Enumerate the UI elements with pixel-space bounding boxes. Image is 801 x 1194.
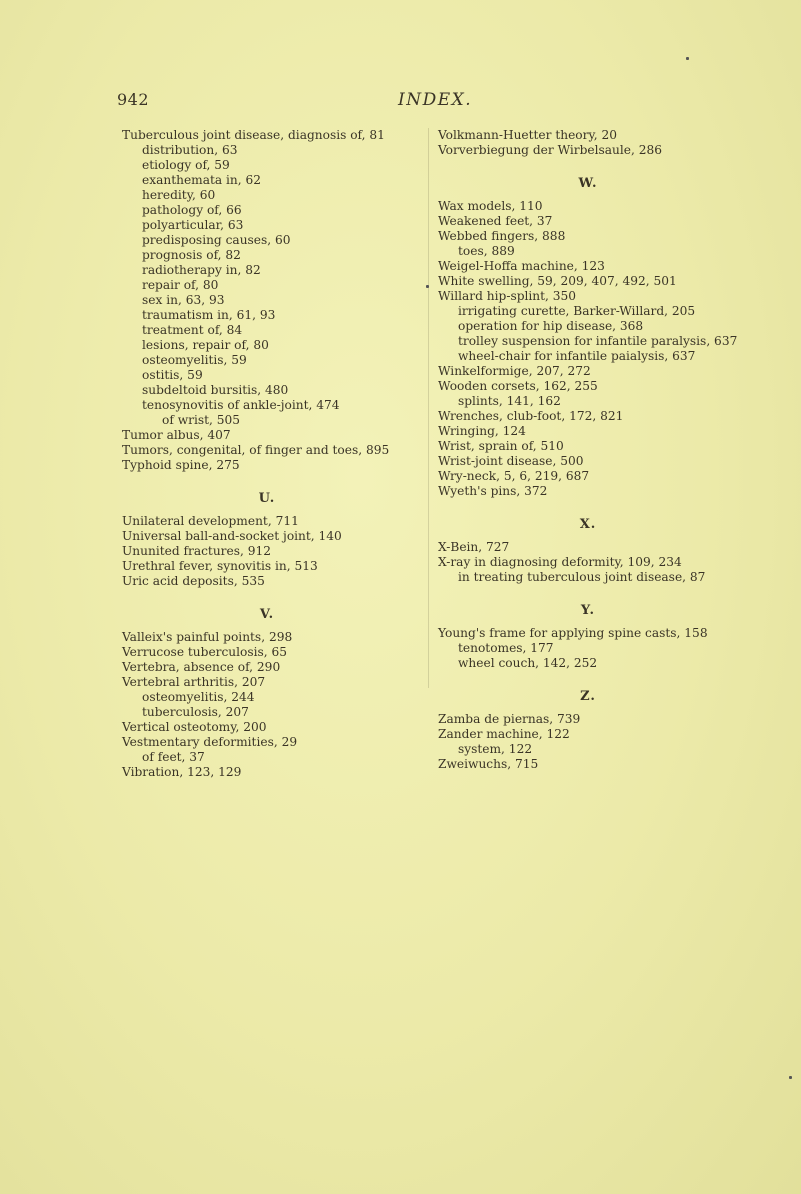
index-entry: Wrenches, club-foot, 172, 821	[438, 409, 624, 423]
index-entry: Universal ball-and-socket joint, 140	[122, 529, 342, 543]
index-entry: Tumor albus, 407	[122, 428, 231, 442]
index-entry: Unilateral development, 711	[122, 514, 299, 528]
section-letter-heading: X.	[579, 517, 597, 532]
index-subentry: tuberculosis, 207	[142, 705, 249, 719]
index-subentry: splints, 141, 162	[458, 394, 561, 408]
section-letter-heading: Z.	[580, 689, 596, 704]
index-entry: Willard hip-splint, 350	[438, 289, 577, 303]
index-subentry: treatment of, 84	[142, 323, 243, 337]
index-entry: Wax models, 110	[438, 199, 543, 213]
index-entry: Wrist, sprain of, 510	[438, 439, 564, 453]
index-entry: Zander machine, 122	[438, 727, 570, 741]
index-subentry: in treating tuberculous joint disease, 87	[458, 570, 706, 584]
index-subentry: osteomyelitis, 59	[142, 353, 247, 367]
index-entry: Wooden corsets, 162, 255	[438, 379, 598, 393]
index-subentry: irrigating curette, Barker-Willard, 205	[458, 304, 696, 318]
index-entry: Winkelformige, 207, 272	[438, 364, 591, 378]
index-entry: X-ray in diagnosing deformity, 109, 234	[438, 555, 682, 569]
index-entry: White swelling, 59, 209, 407, 492, 501	[438, 274, 677, 288]
index-subentry: osteomyelitis, 244	[142, 690, 255, 704]
index-entry: X-Bein, 727	[438, 540, 510, 554]
index-subentry: traumatism in, 61, 93	[142, 308, 276, 322]
index-entry: Uric acid deposits, 535	[122, 574, 265, 588]
index-entry: Vertebra, absence of, 290	[122, 660, 281, 674]
index-subentry: toes, 889	[458, 244, 515, 258]
index-subentry: prognosis of, 82	[142, 248, 241, 262]
index-subentry: etiology of, 59	[142, 158, 230, 172]
index-subentry: distribution, 63	[142, 143, 238, 157]
section-letter-heading: W.	[578, 176, 598, 191]
index-entry: Typhoid spine, 275	[122, 458, 240, 472]
index-subentry: subdeltoid bursitis, 480	[142, 383, 289, 397]
index-entry: Tuberculous joint disease, diagnosis of, 81	[122, 128, 385, 142]
index-subentry: wheel-chair for infantile paialysis, 637	[458, 349, 696, 363]
index-entry: Verrucose tuberculosis, 65	[122, 645, 288, 659]
index-subentry: operation for hip disease, 368	[458, 319, 644, 333]
index-subentry: of wrist, 505	[162, 413, 241, 427]
index-entry: Volkmann-Huetter theory, 20	[438, 128, 617, 142]
section-letter-heading: U.	[258, 491, 276, 506]
index-entry: Weigel-Hoffa machine, 123	[438, 259, 605, 273]
index-subentry: polyarticular, 63	[142, 218, 244, 232]
left-index-column	[122, 128, 412, 780]
index-entry: Young's frame for applying spine casts, 158	[438, 626, 708, 640]
index-subentry: lesions, repair of, 80	[142, 338, 269, 352]
index-subentry: wheel couch, 142, 252	[458, 656, 598, 670]
print-speck	[426, 285, 429, 288]
index-entry: Zamba de piernas, 739	[438, 712, 581, 726]
print-speck	[789, 1076, 792, 1079]
index-entry: Wry-neck, 5, 6, 219, 687	[438, 469, 590, 483]
index-entry: Urethral fever, synovitis in, 513	[122, 559, 318, 573]
right-index-column	[438, 128, 738, 772]
index-subentry: system, 122	[458, 742, 533, 756]
index-entry: Valleix's painful points, 298	[122, 630, 293, 644]
index-subentry: repair of, 80	[142, 278, 219, 292]
index-subentry: heredity, 60	[142, 188, 216, 202]
index-entry: Ununited fractures, 912	[122, 544, 271, 558]
index-entry: Weakened feet, 37	[438, 214, 553, 228]
index-subentry: predisposing causes, 60	[142, 233, 291, 247]
index-subentry: tenosynovitis of ankle-joint, 474	[142, 398, 340, 412]
page-header	[0, 90, 801, 114]
index-subentry: trolley suspension for infantile paralysis, 637	[458, 334, 738, 348]
index-entry: Tumors, congenital, of finger and toes, 895	[122, 443, 390, 457]
column-divider	[428, 128, 429, 688]
index-subentry: ostitis, 59	[142, 368, 203, 382]
index-subentry: pathology of, 66	[142, 203, 242, 217]
index-entry: Vertical osteotomy, 200	[122, 720, 267, 734]
index-entry: Vorverbiegung der Wirbelsaule, 286	[438, 143, 663, 157]
index-entry: Wringing, 124	[438, 424, 526, 438]
index-entry: Webbed fingers, 888	[438, 229, 566, 243]
index-entry: Vestmentary deformities, 29	[122, 735, 298, 749]
index-subentry: radiotherapy in, 82	[142, 263, 261, 277]
index-entry: Vibration, 123, 129	[122, 765, 242, 779]
running-title: INDEX.	[398, 90, 473, 110]
index-subentry: of feet, 37	[142, 750, 205, 764]
section-letter-heading: Y.	[580, 603, 596, 618]
index-entry: Wrist-joint disease, 500	[438, 454, 584, 468]
index-subentry: tenotomes, 177	[458, 641, 554, 655]
index-entry: Vertebral arthritis, 207	[122, 675, 266, 689]
index-subentry: sex in, 63, 93	[142, 293, 225, 307]
page-number: 942	[117, 90, 150, 109]
index-entry: Wyeth's pins, 372	[438, 484, 548, 498]
print-speck	[686, 57, 689, 60]
index-subentry: exanthemata in, 62	[142, 173, 262, 187]
index-entry: Zweiwuchs, 715	[438, 757, 539, 771]
section-letter-heading: V.	[259, 607, 275, 622]
